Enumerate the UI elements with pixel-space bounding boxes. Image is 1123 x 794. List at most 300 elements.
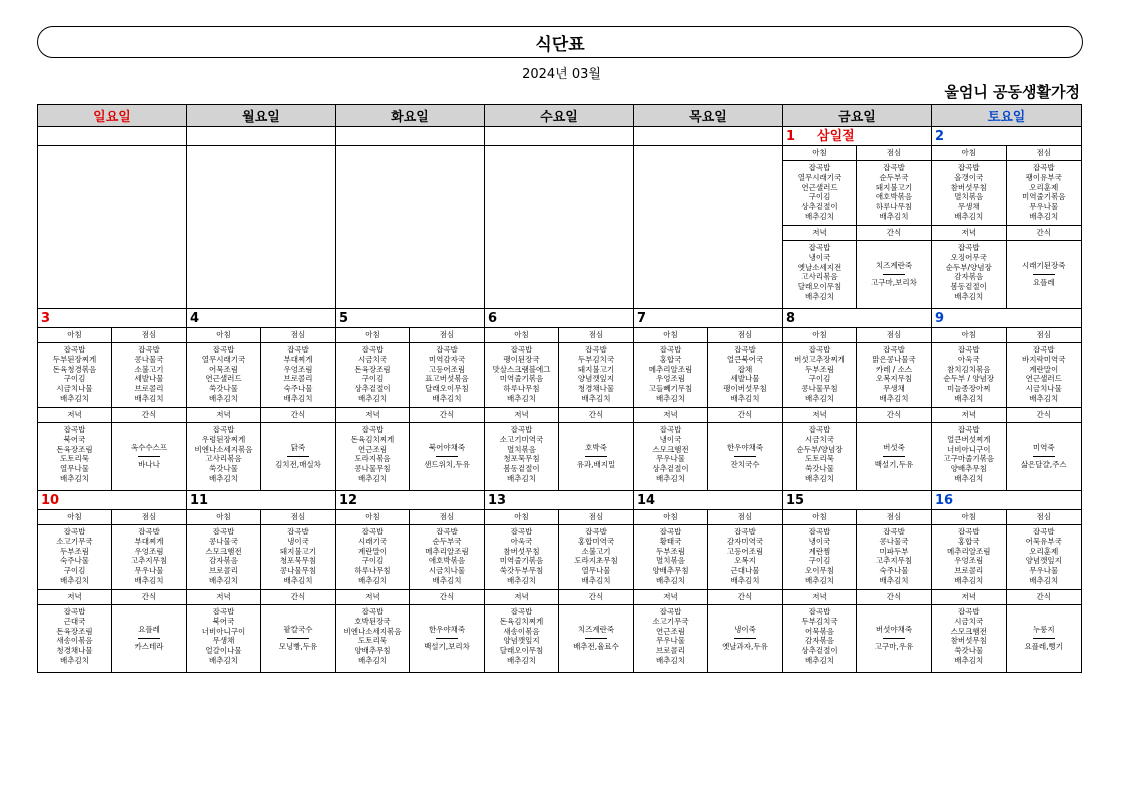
menu-item: 잡곡밥: [808, 163, 831, 172]
menu-item: 배추김치: [60, 473, 89, 483]
day-cell: [38, 309, 187, 491]
menu-item: 우엉조림: [656, 374, 685, 384]
breakfast-menu: [38, 525, 112, 590]
menu-item: 잡곡밥: [1032, 345, 1055, 354]
menu-item: 잡곡밥: [63, 425, 86, 434]
menu-item: 브로콜리: [954, 566, 984, 576]
slot-label: 점심: [1007, 146, 1082, 161]
week-row: [38, 127, 1082, 309]
menu-item: 콩나물무침: [801, 384, 838, 394]
menu-item: 버섯고추장찌게: [794, 354, 845, 364]
lunch-menu: [261, 343, 335, 408]
menu-item: 소불고기: [581, 546, 611, 556]
menu-item: 잡곡밥: [883, 527, 905, 536]
slot-label: 간식: [559, 590, 633, 605]
menu-item: 콩나물국: [879, 536, 909, 546]
menu-item: 미역줄기볶음: [499, 374, 544, 384]
slot-label: [261, 146, 335, 161]
breakfast-menu: [38, 343, 112, 408]
menu-item: 배추김치: [134, 393, 164, 403]
lunch-menu: [1007, 161, 1082, 226]
menu-item: 배추김치: [656, 655, 685, 665]
menu-item: 배추김치: [358, 393, 387, 403]
snack-menu: [261, 423, 335, 490]
day-number: 8: [786, 311, 796, 326]
menu-item: 배추김치: [805, 393, 834, 403]
menu-item: 배추김치: [209, 473, 238, 483]
menu-item: 고등어조림: [726, 546, 764, 556]
menu-item: 배추김치: [507, 473, 536, 483]
menu-item: 소고기무국: [652, 616, 689, 626]
dinner-menu: [783, 423, 857, 490]
menu-item: 잡곡밥: [138, 345, 160, 354]
slot-label: 저녁: [485, 590, 559, 605]
snack-item: 버섯죽: [883, 443, 905, 453]
day-number: 7: [637, 311, 647, 326]
slot-label: [112, 146, 186, 161]
snack-item: 바나나: [138, 460, 160, 469]
menu-item: 무생채: [212, 636, 235, 646]
breakfast-menu: [187, 161, 261, 226]
day-number: 3: [41, 311, 51, 326]
menu-item: 잡곡밥: [361, 425, 384, 434]
menu-item: 계란말이: [358, 546, 387, 556]
menu-item: 잡곡밥: [63, 345, 86, 354]
menu-item: 도라지초무침: [574, 556, 618, 566]
day-number-bar: [187, 491, 335, 510]
menu-item: 잡곡밥: [883, 163, 905, 172]
dinner-menu: [336, 423, 410, 490]
day-number-bar: [187, 127, 335, 146]
menu-item: 돼지불고기: [279, 546, 317, 556]
day-number-bar: [187, 309, 335, 328]
slot-label: [112, 226, 186, 241]
menu-item: 두부조림: [60, 546, 89, 556]
menu-item: 참치김치볶음: [947, 364, 991, 374]
day-number-bar: [783, 491, 931, 510]
day-number: 6: [488, 311, 498, 326]
menu-item: 무우나물: [1029, 202, 1059, 212]
slot-label: 저녁: [38, 408, 112, 423]
snack-item: 닭죽: [290, 443, 306, 453]
snack-divider: [734, 638, 756, 639]
day-header-sunday: 일요일: [38, 105, 187, 127]
menu-item: 얼큰북어국: [726, 354, 764, 364]
slot-label: [38, 146, 112, 161]
menu-item: 메추리알조림: [425, 546, 469, 556]
menu-item: 잡채: [737, 364, 753, 374]
menu-item: 돈육장조림: [56, 626, 93, 636]
menu-item: 비엔나소세지볶음: [194, 444, 253, 454]
menu-item: 감자볶음: [209, 556, 238, 566]
menu-item: 연근조림: [358, 444, 387, 454]
day-cell: [187, 309, 336, 491]
menu-item: 양념깻잎지: [1025, 556, 1062, 566]
meal-slots: [634, 146, 782, 308]
snack-item: 카스테라: [134, 642, 164, 651]
menu-item: 콩나물국: [209, 536, 238, 546]
menu-item: 시금치국: [954, 616, 984, 626]
snack-menu: [857, 605, 931, 672]
slot-label: 간식: [1007, 408, 1082, 423]
menu-item: 배추김치: [358, 655, 387, 665]
snack-divider: [883, 456, 905, 457]
dinner-menu: [932, 605, 1007, 672]
breakfast-menu: [932, 161, 1007, 226]
menu-item: 표고버섯볶음: [425, 374, 469, 384]
menu-item: 브로콜리: [134, 384, 164, 394]
menu-item: 잡곡밥: [510, 425, 533, 434]
menu-item: 상추겉절이: [801, 646, 838, 656]
menu-item: 부대찌게: [283, 354, 313, 364]
day-number: 13: [488, 493, 507, 508]
menu-item: 참버섯무침: [503, 546, 540, 556]
slot-label: 아침: [783, 328, 857, 343]
day-number: 10: [41, 493, 60, 508]
slot-label: [336, 226, 410, 241]
slot-label: [559, 226, 633, 241]
menu-item: 어묵조림: [209, 364, 238, 374]
slot-label: 간식: [857, 226, 931, 241]
snack-menu: [559, 605, 633, 672]
snack-item: 샌드위치,두유: [424, 460, 470, 469]
dinner-menu: [336, 241, 410, 308]
menu-item: 쑥갓나물: [209, 464, 238, 474]
slot-label: 점심: [112, 510, 186, 525]
day-number: 2: [935, 129, 945, 144]
menu-item: 잡곡밥: [585, 527, 607, 536]
snack-item: 백설기,두유: [874, 460, 914, 469]
menu-item: 두부조림: [805, 364, 834, 374]
menu-item: 잡곡밥: [659, 607, 682, 616]
breakfast-menu: [783, 161, 857, 226]
menu-item: 두부김치국: [801, 616, 838, 626]
slot-label: 저녁: [932, 226, 1007, 241]
snack-item: 치즈계란죽: [577, 625, 615, 635]
snack-menu: [857, 241, 931, 308]
slot-label: 저녁: [634, 408, 708, 423]
menu-item: 구이김: [808, 374, 831, 384]
snack-menu: [559, 423, 633, 490]
slot-label: 아침: [187, 510, 261, 525]
dinner-menu: [187, 241, 261, 308]
slot-label: [410, 226, 484, 241]
slot-label: 간식: [857, 590, 931, 605]
menu-item: 두부된장찌게: [52, 354, 97, 364]
month-subtitle: 2024년 03월: [522, 67, 601, 82]
menu-item: 배추김치: [954, 393, 984, 403]
menu-item: 미역줄기볶음: [499, 556, 544, 566]
menu-item: 잡곡밥: [287, 527, 309, 536]
menu-item: 돼지불고기: [875, 182, 913, 192]
meal-slots: [38, 146, 186, 308]
slot-label: 아침: [336, 510, 410, 525]
snack-item: 유과,배지밀: [576, 460, 616, 469]
menu-item: 너비아니구이: [201, 626, 246, 636]
menu-item: 배추김치: [805, 211, 834, 221]
menu-item: 돈육김치찌게: [499, 616, 544, 626]
menu-item: 구이김: [808, 556, 831, 566]
menu-item: 배추김치: [134, 575, 164, 585]
breakfast-menu: [634, 525, 708, 590]
snack-item: 옥수수스프: [130, 443, 168, 453]
slot-label: 점심: [559, 328, 633, 343]
menu-item: 배추김치: [954, 655, 984, 665]
menu-item: 메추리알조림: [648, 364, 693, 374]
slot-label: 아침: [634, 328, 708, 343]
slot-label: 아침: [932, 510, 1007, 525]
menu-item: 구이김: [63, 374, 86, 384]
day-cell: [783, 127, 932, 309]
slot-label: 점심: [261, 510, 335, 525]
snack-divider: [883, 638, 905, 639]
meal-slots: [932, 510, 1081, 672]
slot-label: [410, 146, 484, 161]
slot-label: 저녁: [336, 590, 410, 605]
menu-item: 배추김치: [507, 655, 536, 665]
menu-item: 아욱국: [510, 536, 533, 546]
menu-item: 고구마줄기볶음: [943, 454, 995, 464]
menu-item: 청경채나물: [577, 384, 615, 394]
snack-item: 치즈계란죽: [875, 261, 913, 271]
menu-item: 상추겉절이: [354, 384, 391, 394]
snack-divider: [287, 456, 309, 457]
menu-item: 소고기무국: [56, 536, 93, 546]
menu-item: 잡곡밥: [659, 527, 682, 536]
slot-label: 간식: [261, 590, 335, 605]
day-header-monday: 월요일: [187, 105, 336, 127]
menu-item: 잡곡밥: [585, 345, 607, 354]
lunch-menu: [112, 161, 186, 226]
dinner-menu: [336, 605, 410, 672]
day-number-bar: [336, 309, 484, 328]
slot-label: [38, 226, 112, 241]
lunch-menu: [857, 161, 931, 226]
menu-item: 양배추무침: [652, 566, 689, 576]
menu-item: 배추김치: [507, 393, 536, 403]
menu-item: 쑥갓나물: [805, 464, 834, 474]
slot-label: 아침: [783, 146, 857, 161]
day-header-row: [38, 105, 1082, 127]
menu-item: 멸치볶음: [507, 444, 536, 454]
lunch-menu: [410, 161, 484, 226]
menu-item: 시래기국: [358, 536, 387, 546]
day-cell: [187, 491, 336, 673]
snack-divider: [1033, 456, 1055, 457]
menu-item: 잡곡밥: [1032, 527, 1055, 536]
snack-divider: [1033, 274, 1055, 275]
slot-label: 간식: [559, 408, 633, 423]
slot-label: 점심: [112, 328, 186, 343]
slot-label: 간식: [1007, 226, 1082, 241]
menu-item: 잡곡밥: [436, 527, 458, 536]
meal-slots: [38, 510, 186, 672]
menu-item: 배추김치: [805, 291, 834, 301]
slot-label: 점심: [708, 510, 782, 525]
menu-item: 잡곡밥: [957, 607, 980, 616]
slot-label: 저녁: [783, 590, 857, 605]
meal-slots: [187, 510, 335, 672]
menu-item: 달래오이무침: [797, 282, 842, 292]
menu-item: 청포묵무침: [279, 556, 317, 566]
menu-item: 양배추무침: [950, 464, 987, 474]
day-cell: [634, 127, 783, 309]
snack-item: 고구마,보리차: [871, 278, 917, 287]
menu-item: 잡곡밥: [808, 527, 831, 536]
meal-slots: [336, 146, 484, 308]
menu-item: 오복지: [734, 556, 756, 566]
snack-divider: [138, 638, 160, 639]
menu-item: 잡곡밥: [808, 345, 831, 354]
slot-label: 저녁: [187, 590, 261, 605]
snack-menu: [261, 241, 335, 308]
slot-label: 저녁: [38, 590, 112, 605]
snack-divider: [585, 638, 607, 639]
menu-item: 하루나무침: [354, 566, 391, 576]
menu-item: 열무나물: [581, 566, 611, 576]
menu-item: 구이김: [808, 192, 831, 202]
menu-item: 무우나물: [134, 566, 164, 576]
lunch-menu: [410, 343, 484, 408]
meal-slots: [485, 510, 633, 672]
menu-item: 오리훈제: [1029, 546, 1059, 556]
menu-item: 돈육김치찌게: [350, 434, 395, 444]
menu-item: 멸치볶음: [954, 192, 984, 202]
menu-item: 양념깻잎지: [503, 636, 540, 646]
menu-item: 두부조림: [656, 546, 685, 556]
meal-slots: [485, 328, 633, 490]
menu-item: 세발나물: [730, 374, 760, 384]
menu-item: 배추김치: [209, 655, 238, 665]
slot-label: [634, 226, 708, 241]
menu-item: 연근샐러드: [205, 374, 242, 384]
menu-item: 스모크햄전: [652, 444, 689, 454]
day-cell: [932, 127, 1082, 309]
menu-item: 고추지무침: [130, 556, 168, 566]
menu-item: 북어국: [212, 616, 235, 626]
menu-item: 도토리묵: [60, 454, 89, 464]
lunch-menu: [857, 343, 931, 408]
day-number-bar: [38, 309, 186, 328]
snack-menu: [112, 423, 186, 490]
snack-menu: [112, 241, 186, 308]
snack-item: 요플레: [1032, 278, 1055, 287]
dinner-menu: [634, 605, 708, 672]
day-cell: [38, 491, 187, 673]
menu-item: 쑥갓나물: [209, 384, 238, 394]
menu-item: 냉이국: [808, 536, 831, 546]
menu-item: 콩나물국: [134, 354, 164, 364]
menu-item: 배추김치: [805, 655, 834, 665]
slot-label: 점심: [857, 146, 931, 161]
menu-item: 배추김치: [879, 211, 909, 221]
meal-slots: [634, 328, 782, 490]
menu-item: 맑은콩나물국: [872, 354, 916, 364]
day-number: 5: [339, 311, 349, 326]
menu-item: 잡곡밥: [659, 345, 682, 354]
snack-divider: [883, 274, 905, 275]
snack-divider: [1033, 638, 1055, 639]
menu-item: 쑥갓나물: [954, 646, 984, 656]
day-header-wednesday: 수요일: [485, 105, 634, 127]
menu-item: 순두부 / 양념장: [943, 374, 995, 384]
menu-item: 팽이유부국: [1025, 172, 1062, 182]
menu-item: 잡곡밥: [957, 163, 980, 172]
menu-item: 청경채나물: [56, 646, 93, 656]
menu-item: 우렁된장찌게: [201, 434, 246, 444]
slot-label: 아침: [38, 510, 112, 525]
day-header-thursday: 목요일: [634, 105, 783, 127]
lunch-menu: [261, 161, 335, 226]
menu-item: 냉이국: [808, 252, 831, 262]
day-number-bar: [38, 127, 186, 146]
menu-item: 메추리알조림: [947, 546, 991, 556]
menu-item: 잡곡밥: [436, 345, 458, 354]
day-cell: [38, 127, 187, 309]
slot-label: 아침: [932, 146, 1007, 161]
breakfast-menu: [783, 525, 857, 590]
slot-label: 간식: [708, 590, 782, 605]
snack-item: 한우야채죽: [726, 443, 764, 453]
lunch-menu: [1007, 525, 1082, 590]
menu-item: 감자볶음: [954, 272, 984, 282]
menu-item: 무생채: [957, 202, 980, 212]
day-cell: [485, 309, 634, 491]
menu-item: 양배추무침: [354, 646, 391, 656]
snack-divider: [734, 456, 756, 457]
day-cell: [336, 491, 485, 673]
slot-label: [485, 146, 559, 161]
slot-label: 아침: [485, 328, 559, 343]
menu-item: 콩나물무침: [279, 566, 317, 576]
slot-label: [559, 146, 633, 161]
menu-item: 배추김치: [1029, 211, 1059, 221]
lunch-menu: [559, 343, 633, 408]
slot-label: 간식: [708, 408, 782, 423]
slot-label: 간식: [1007, 590, 1082, 605]
dinner-menu: [485, 605, 559, 672]
day-cell: [336, 309, 485, 491]
day-number: 9: [935, 311, 945, 326]
slot-label: 점심: [410, 510, 484, 525]
meal-slots: [634, 510, 782, 672]
day-number-bar: [634, 309, 782, 328]
menu-item: 고추지무침: [875, 556, 913, 566]
menu-item: 고등어조림: [428, 364, 466, 374]
slot-label: 간식: [112, 590, 186, 605]
breakfast-menu: [336, 525, 410, 590]
day-number-bar: [932, 309, 1081, 328]
slot-label: 아침: [336, 328, 410, 343]
menu-item: 홍합국: [957, 536, 980, 546]
snack-item: 시래기된장죽: [1022, 261, 1066, 271]
menu-item: 어묵볶음: [805, 626, 834, 636]
menu-item: 우엉조림: [954, 556, 984, 566]
slot-label: [708, 226, 782, 241]
menu-item: 구이김: [63, 566, 86, 576]
menu-item: 참버섯무침: [950, 636, 987, 646]
menu-item: 배추김치: [581, 575, 611, 585]
menu-item: 배추김치: [507, 575, 536, 585]
dinner-menu: [38, 423, 112, 490]
menu-item: 잡곡밥: [734, 345, 756, 354]
menu-item: 시금치나물: [1025, 384, 1062, 394]
menu-item: 달래오이무침: [499, 646, 544, 656]
slot-label: 점심: [261, 328, 335, 343]
meal-slots: [187, 146, 335, 308]
breakfast-menu: [336, 343, 410, 408]
dinner-menu: [932, 423, 1007, 490]
